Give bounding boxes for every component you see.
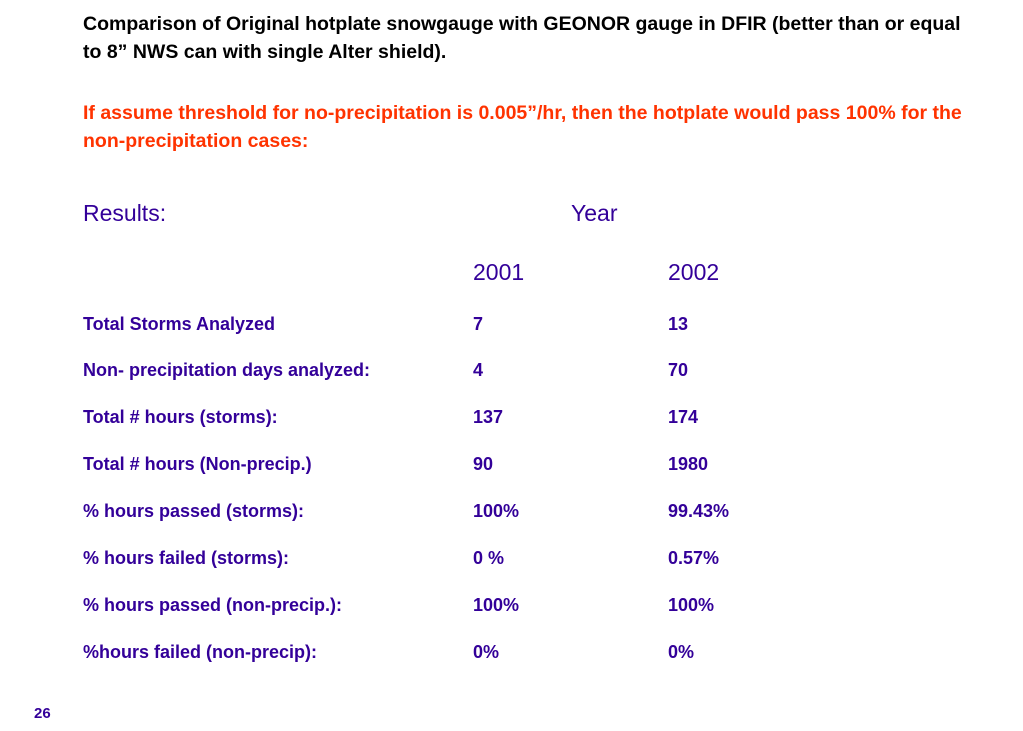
table-row: [0, 451, 1023, 477]
value-2002: 0.57%: [668, 548, 720, 568]
value-2002: 13: [668, 314, 689, 334]
year-header-2001: 2001: [473, 259, 525, 285]
table-row: [0, 357, 1023, 383]
value-2001: 0 %: [473, 548, 505, 568]
page-number: 26: [34, 705, 51, 722]
value-2002: 99.43%: [668, 501, 730, 521]
year-header-2002: 2002: [668, 259, 720, 285]
row-label: Total # hours (storms):: [83, 407, 278, 427]
value-2001: 7: [473, 314, 484, 334]
value-2002: 70: [668, 360, 689, 380]
row-label: % hours passed (storms):: [83, 501, 305, 521]
value-2002: 100%: [668, 595, 715, 615]
table-row: [0, 639, 1023, 665]
value-2001: 137: [473, 407, 504, 427]
threshold-note: If assume threshold for no-precipitation is 0.005”/hr, then the hotplate would pass 100% for the non-precipitation cases:: [83, 102, 962, 152]
table-row: [0, 498, 1023, 524]
value-2001: 100%: [473, 501, 520, 521]
row-label: Total # hours (Non-precip.): [83, 454, 312, 474]
row-label: Total Storms Analyzed: [83, 314, 276, 334]
value-2001: 100%: [473, 595, 520, 615]
value-2001: 4: [473, 360, 484, 380]
value-2002: 174: [668, 407, 699, 427]
table-row: [0, 404, 1023, 430]
row-label: % hours passed (non-precip.):: [83, 595, 343, 615]
table-row: [0, 311, 1023, 337]
value-2001: 0%: [473, 642, 500, 662]
year-label: Year: [571, 200, 618, 226]
results-label: Results:: [83, 200, 167, 226]
row-label: % hours failed (storms):: [83, 548, 290, 568]
table-row: [0, 592, 1023, 618]
value-2002: 0%: [668, 642, 695, 662]
row-label: %hours failed (non-precip):: [83, 642, 317, 662]
value-2001: 90: [473, 454, 494, 474]
slide-title: Comparison of Original hotplate snowgauge with GEONOR gauge in DFIR (better than or equal to 8” NWS can with single Alter shield).: [83, 13, 961, 63]
value-2002: 1980: [668, 454, 709, 474]
table-row: [0, 545, 1023, 571]
row-label: Non- precipitation days analyzed:: [83, 360, 371, 380]
